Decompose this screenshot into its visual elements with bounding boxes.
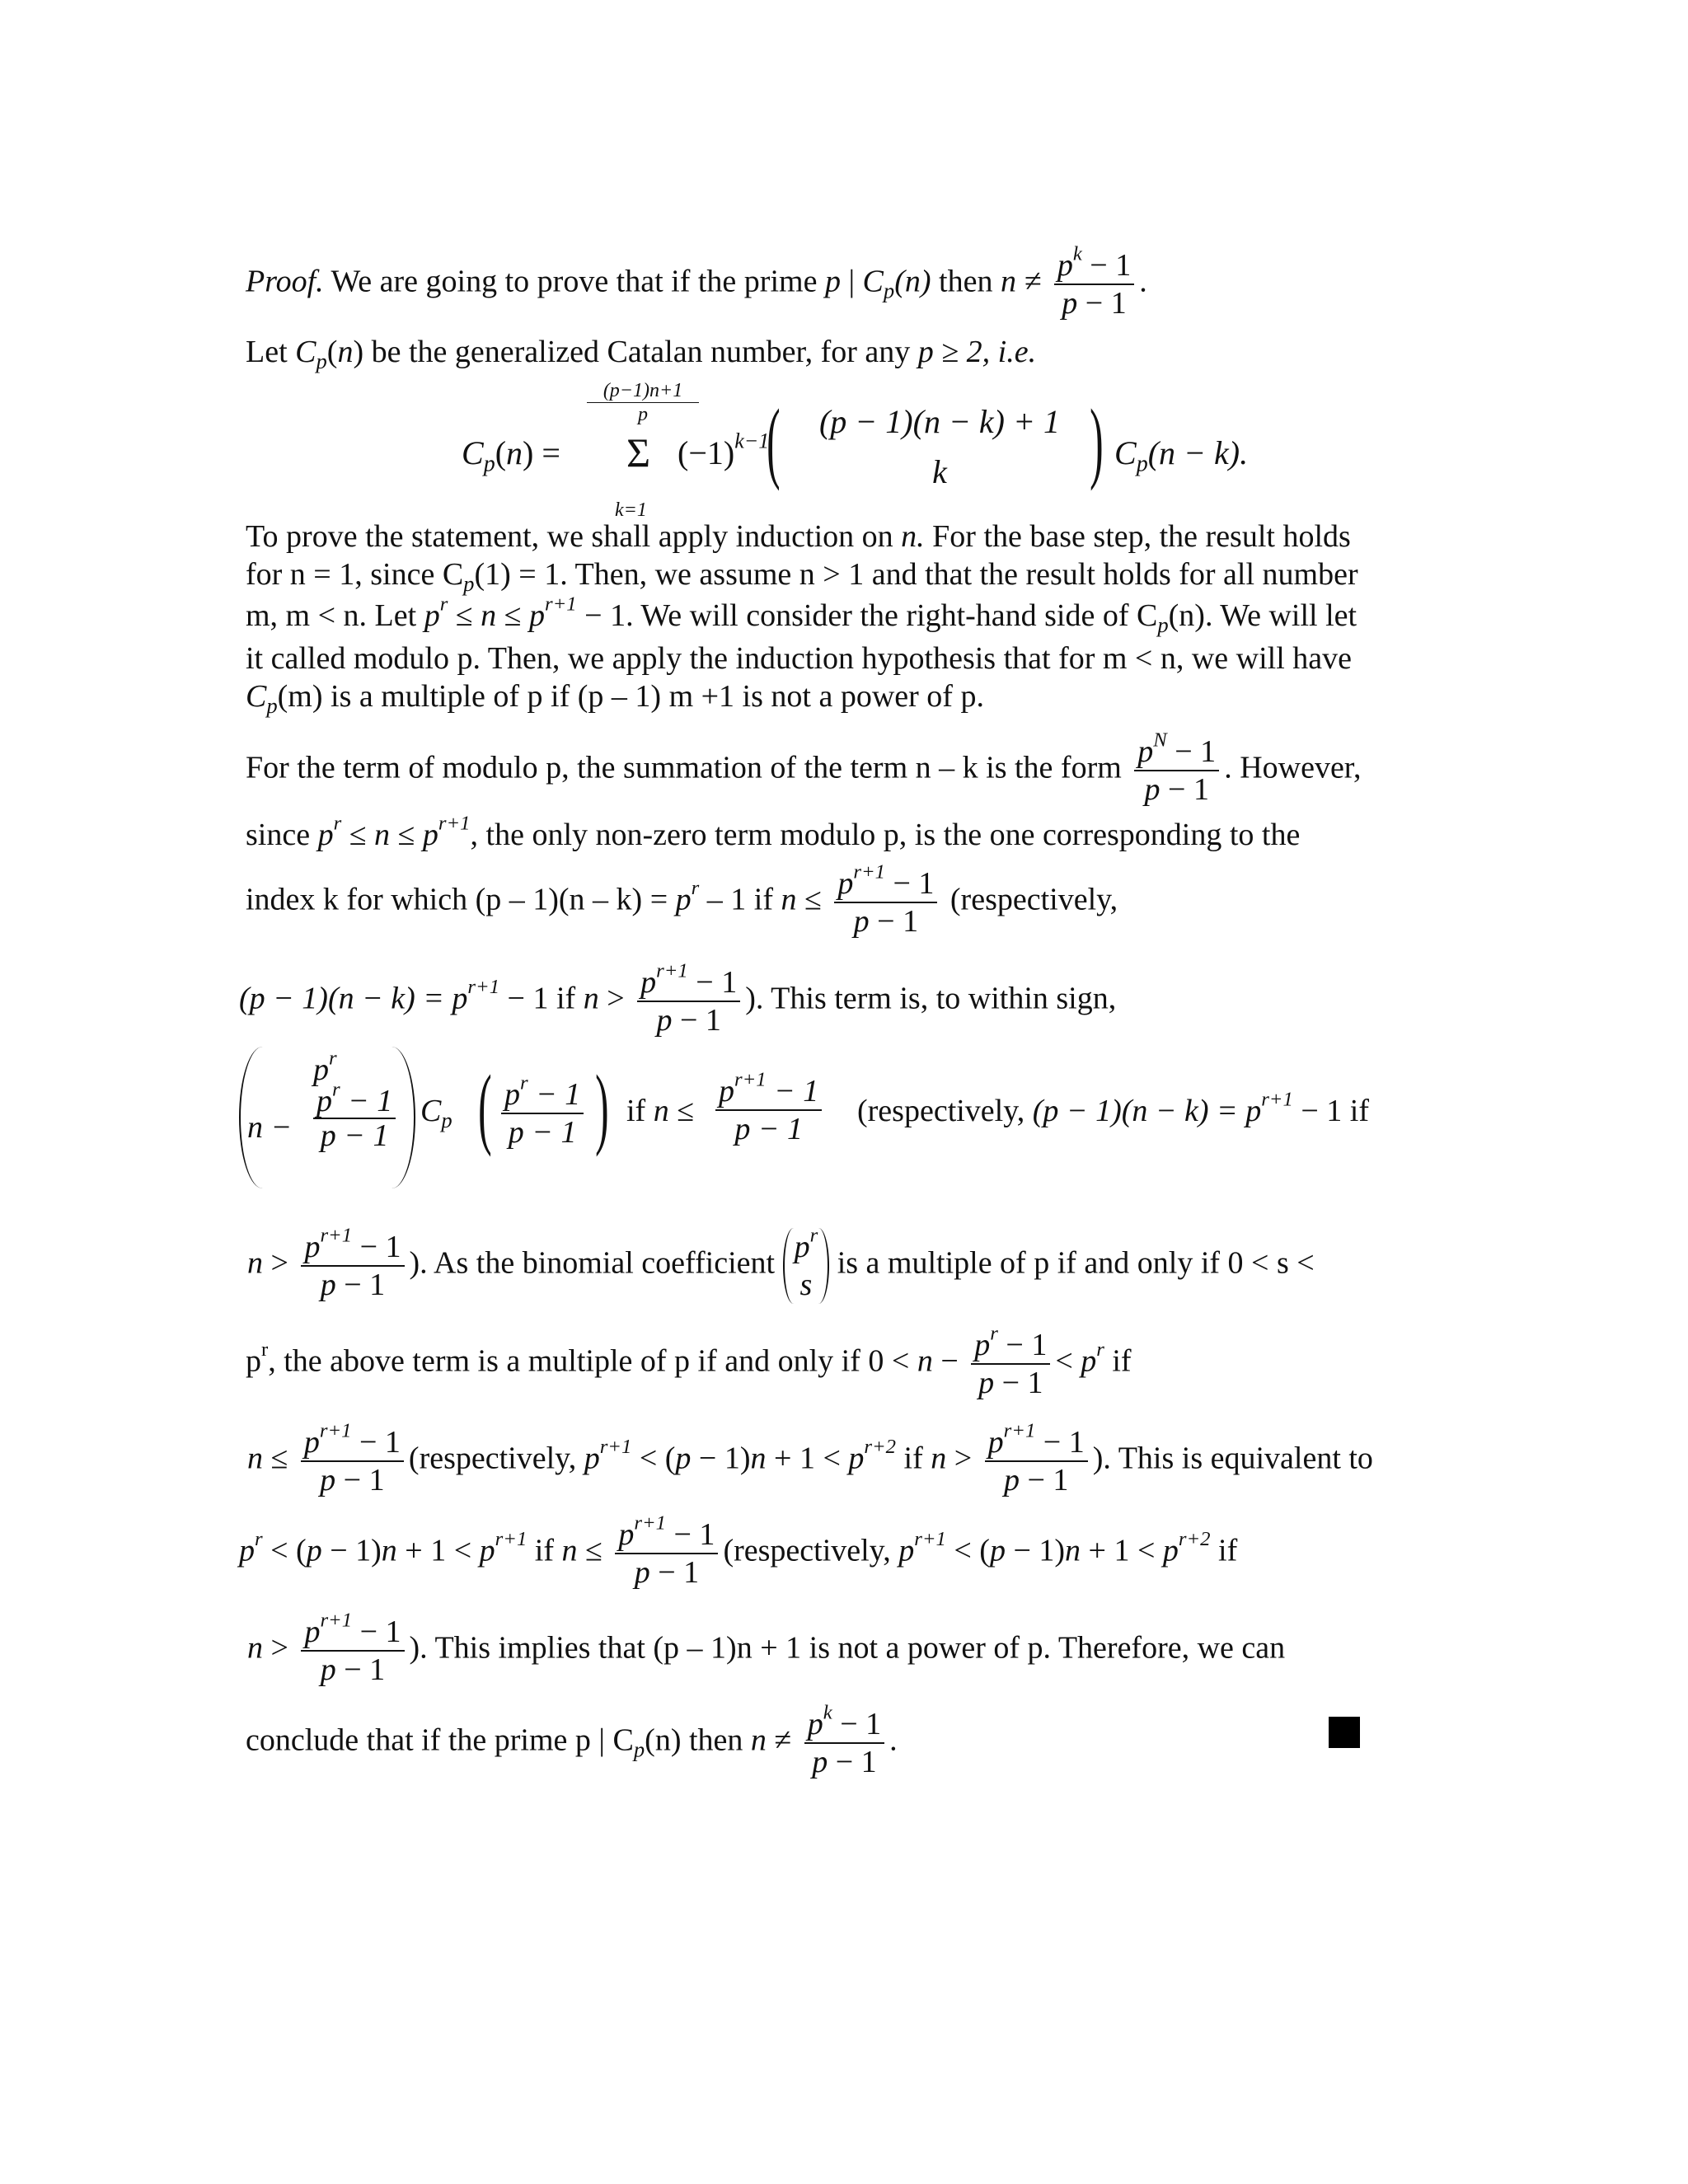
text: if [534, 1533, 555, 1568]
math: n ≠ [1000, 264, 1042, 299]
text: if [1218, 1533, 1238, 1568]
text: – 1 if [706, 882, 773, 917]
text-line: $(p - 1)(n - k) = p^{r+1} - 1$ if n > $\frac{p^{r+1} - 1}{p - 1}$ ). This term is, to within sign, [239, 959, 1117, 1038]
text: for n = 1, since C [246, 557, 464, 592]
text: (p−1)n+1 [587, 379, 699, 403]
text: (1) = 1. Then, we assume n > 1 and that the result holds for all number [474, 557, 1358, 592]
conclusion-line: conclude that if the prime p | $C_p(n)$ then n ≠ $\frac{p^k - 1}{p - 1}$ . [246, 1701, 898, 1779]
text: For the base step, the result holds [932, 519, 1351, 554]
text: C [1114, 434, 1137, 471]
text-line: n > $\frac{p^{r+1} - 1}{p - 1}$ ). This implies that (p – 1)n + 1 is not a power of p. Therefore, we can [247, 1609, 1286, 1687]
text-line: for n = 1, since $C_p(1) = 1$. Then, we assume n > 1 and that the result holds for all number [246, 557, 1358, 596]
proof-intro-line: Proof. We are going to prove that if the prime p | $C_p(n)$ then n ≠ $\frac{p^k - 1}{p - 1}$ . [246, 242, 1147, 321]
text: (−1) [678, 434, 735, 471]
text: (respectively, [950, 882, 1118, 917]
text: C [862, 264, 884, 299]
text: C [462, 434, 484, 471]
text: (respectively, [408, 1441, 577, 1476]
text: p [638, 404, 648, 425]
text-line: n ≤ $\frac{p^{r+1} - 1}{p - 1}$ (respectively, $p^{r+1} < (p - 1)n + 1 < p^{r+2}$ if n > $\frac{p^{r+1} - 1}{p - 1}$ ). This is equivalent to [247, 1419, 1373, 1497]
text: , the above term is a multiple of p if and only if [268, 1343, 860, 1379]
text: (m) is a multiple of p if (p – 1) m +1 is not a power of p. [277, 679, 984, 714]
text: (n). We will let [1168, 598, 1357, 633]
text-line [246, 640, 1352, 677]
text: (p − 1)(n − k) + 1 [818, 403, 1060, 440]
text: p [246, 1343, 261, 1379]
proof-label: Proof. [246, 264, 324, 299]
text: (respectively, [723, 1533, 891, 1568]
text-line: $p^r < (p - 1)n + 1 < p^{r+1}$ if n ≤ $\frac{p^{r+1} - 1}{p - 1}$ (respectively, $p^{r+1} < (p - 1)n + 1 < p^{r+2}$ if [239, 1511, 1238, 1590]
text: (respectively, [857, 1094, 1025, 1128]
paren-right: ) [1090, 391, 1104, 491]
text-line: $p^r$, the above term is a multiple of p if and only if 0 < n − $\frac{p^r - 1}{p - 1}$ < $p^r$ if [246, 1322, 1132, 1400]
text: conclude that if the prime p | C [246, 1722, 634, 1758]
sigma-symbol: Σ [626, 429, 651, 476]
text: p [824, 264, 841, 299]
text: if [903, 1441, 923, 1476]
binomial: $p^r$ s [783, 1228, 830, 1304]
text: since [246, 818, 311, 852]
text: if [1349, 1094, 1369, 1128]
text: index k for which (p – 1)(n – k) = [246, 882, 668, 917]
text: ). This implies that (p – 1)n + 1 is not a power of p. Therefore, we can [409, 1630, 1286, 1666]
text-line: since $p^r \le n \le p^{r+1}$, the only non-zero term modulo p, is the one corresponding to the [246, 812, 1301, 852]
text: is a multiple of p if and only if 0 < s < [837, 1245, 1315, 1281]
definition-line: Let $C_p(n)$ be the generalized Catalan number, for any p ≥ 2, i.e. [246, 335, 1037, 373]
text: k−1 [734, 429, 770, 453]
fraction: $\frac{p^k - 1}{p - 1}$ [1054, 247, 1134, 321]
text-line: m, m < n. Let $p^r \le n \le p^{r+1} - 1$. We will consider the right-hand side of $C_p(n)$. We will let [246, 593, 1357, 637]
text-line [246, 518, 1351, 555]
text: . We will consider the right-hand side of C [626, 598, 1158, 633]
text: k=1 [615, 499, 647, 521]
catalan-sum-formula: $C_p(n)$ = (p−1)n+1 p Σ k=1 $(-1)^{k-1}$ ( (p − 1)(n − k) + 1 k ) $C_p(n - k)$. [462, 380, 1249, 521]
text: n. [901, 519, 925, 554]
text-line: For the term of modulo p, the summation of the term n – k is the form $\frac{p^N - 1}{p - 1}$ . However, [246, 729, 1362, 807]
text: . However, [1224, 750, 1362, 785]
text-line: index k for which $(p - 1)(n - k) = p^r - 1$ if n ≤ $\frac{p^{r+1} - 1}{p - 1}$ (respectively, [246, 860, 1118, 939]
text: it called modulo p. Then, we apply the induction hypothesis that for m < n, we will have [246, 641, 1353, 676]
binomial-term-line: $p^r$ n − $p^r - 1$ p − 1 $C_p$ ( $p^r - 1$ p − 1 ) if n ≤ $p^{r+1} - 1$ p − 1 (respectively, $(p - 1)(n - k) = p^{r+1} - 1$ if [239, 1047, 1393, 1212]
text: To prove the statement, we shall apply induction on [246, 519, 893, 554]
text: then [931, 264, 1001, 299]
text: p [883, 278, 895, 303]
text: (n) [894, 264, 931, 299]
text: We are going to prove that if the prime [323, 264, 825, 299]
text: For the term of modulo p, the summation of the term n – k is the form [246, 750, 1122, 785]
text: p ≥ 2, i.e. [917, 335, 1037, 369]
text: m, m < n. Let [246, 598, 417, 633]
paren-left: ( [767, 391, 781, 491]
text: ). This term is, to within sign, [745, 981, 1117, 1016]
text: if [1112, 1343, 1132, 1379]
text: , the only non-zero term modulo p, is the one corresponding to the [470, 818, 1301, 852]
text: Let [246, 335, 288, 369]
text-line: n > $\frac{p^{r+1} - 1}{p - 1}$ ). As the binomial coefficient $p^r$ s is a multiple of p if and only if 0 < s < [247, 1224, 1315, 1302]
text: be the generalized Catalan number, for any [371, 335, 911, 369]
text: (n − k). [1147, 434, 1249, 471]
text-line: $C_p(m)$ is a multiple of p if (p – 1) m +1 is not a power of p. [246, 679, 984, 718]
text: ). This is equivalent to [1092, 1441, 1373, 1476]
qed-symbol [1329, 1717, 1360, 1748]
text: (n) then [645, 1722, 743, 1758]
text: | [840, 264, 863, 299]
text: ). As the binomial coefficient [409, 1245, 776, 1281]
text: k [932, 453, 947, 490]
